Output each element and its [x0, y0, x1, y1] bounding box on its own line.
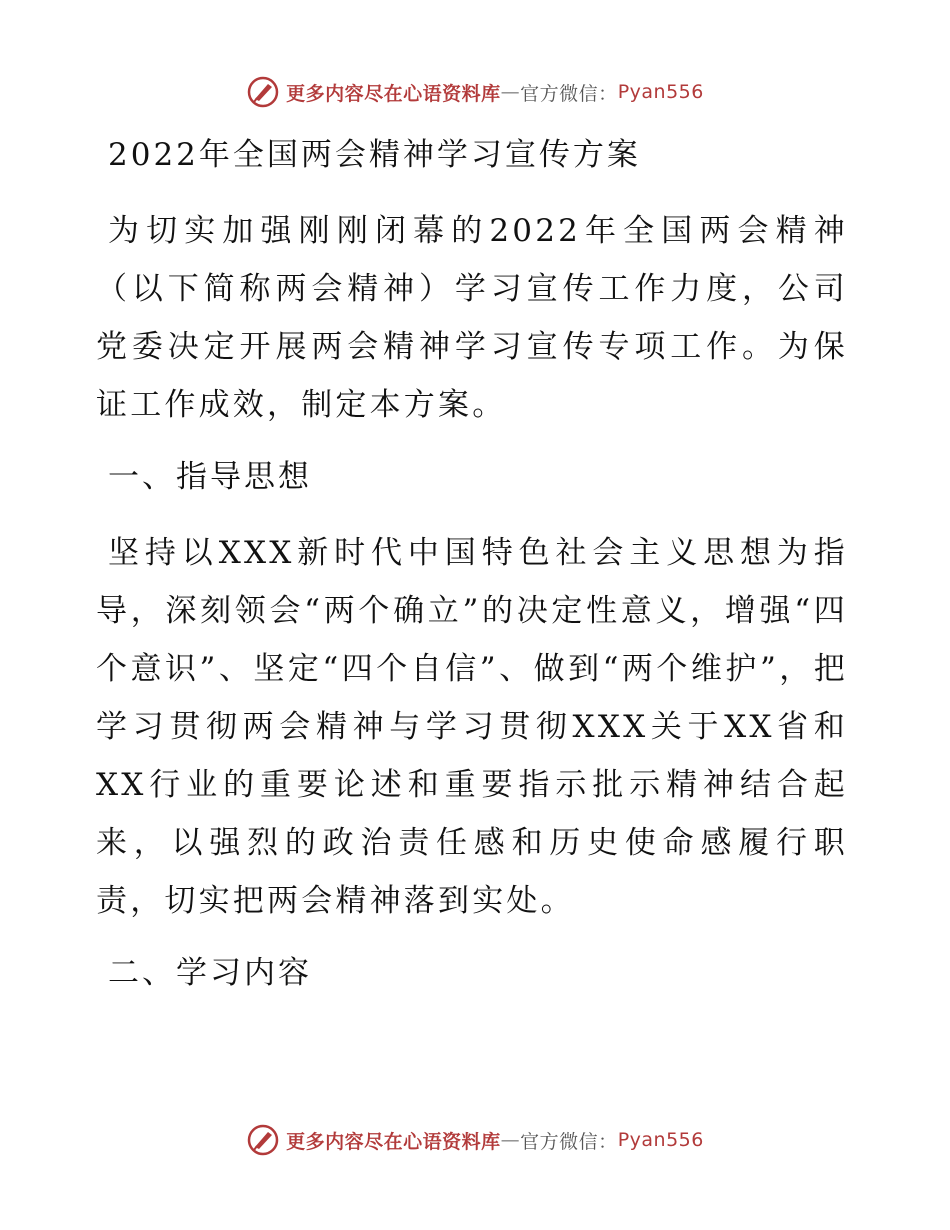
- document-body: [96, 118, 848, 1002]
- section-heading-guiding-ideology: 一、指导思想: [108, 459, 312, 495]
- intro-text: 为切实加强刚刚闭幕的2022年全国两会精神（以下简称两会精神）学习宣传工作力度，公司党委决定开展两会精神学习宣传专项工作。为保证工作成效，制定本方案。: [96, 213, 848, 423]
- watermark-official-label: 官方微信：: [520, 1130, 618, 1153]
- watermark-dash: —: [500, 1129, 521, 1151]
- quill-seal-icon: [246, 1123, 280, 1157]
- guiding-ideology-paragraph: [96, 524, 848, 930]
- guiding-ideology-text: 坚持以XXX新时代中国特色社会主义思想为指导，深刻领会“两个确立”的决定性意义，增强“四个意识”、坚定“四个自信”、做到“两个维护”，把学习贯彻两会精神与学习贯彻XXX关于XX省和XX行业的重要论述和重要指示批示精神结合起来，以强烈的政治责任感和历史使命感履行职责，切实把两会精神落到实处。: [96, 535, 848, 919]
- header-watermark: [0, 70, 950, 114]
- watermark-wechat-id: Pyan556: [617, 81, 704, 103]
- quill-seal-icon: [246, 75, 280, 109]
- document-title: 2022年全国两会精神学习宣传方案: [108, 137, 641, 173]
- watermark-official-label: 官方微信：: [520, 82, 618, 105]
- watermark-library-name: 更多内容尽在心语资料库: [286, 1130, 501, 1153]
- watermark-wechat-id: Pyan556: [617, 1129, 704, 1151]
- footer-watermark: [0, 1118, 950, 1162]
- intro-paragraph: [96, 202, 848, 434]
- watermark-library-name: 更多内容尽在心语资料库: [286, 82, 501, 105]
- section-heading-study-content: 二、学习内容: [108, 955, 312, 991]
- watermark-dash: —: [500, 81, 521, 103]
